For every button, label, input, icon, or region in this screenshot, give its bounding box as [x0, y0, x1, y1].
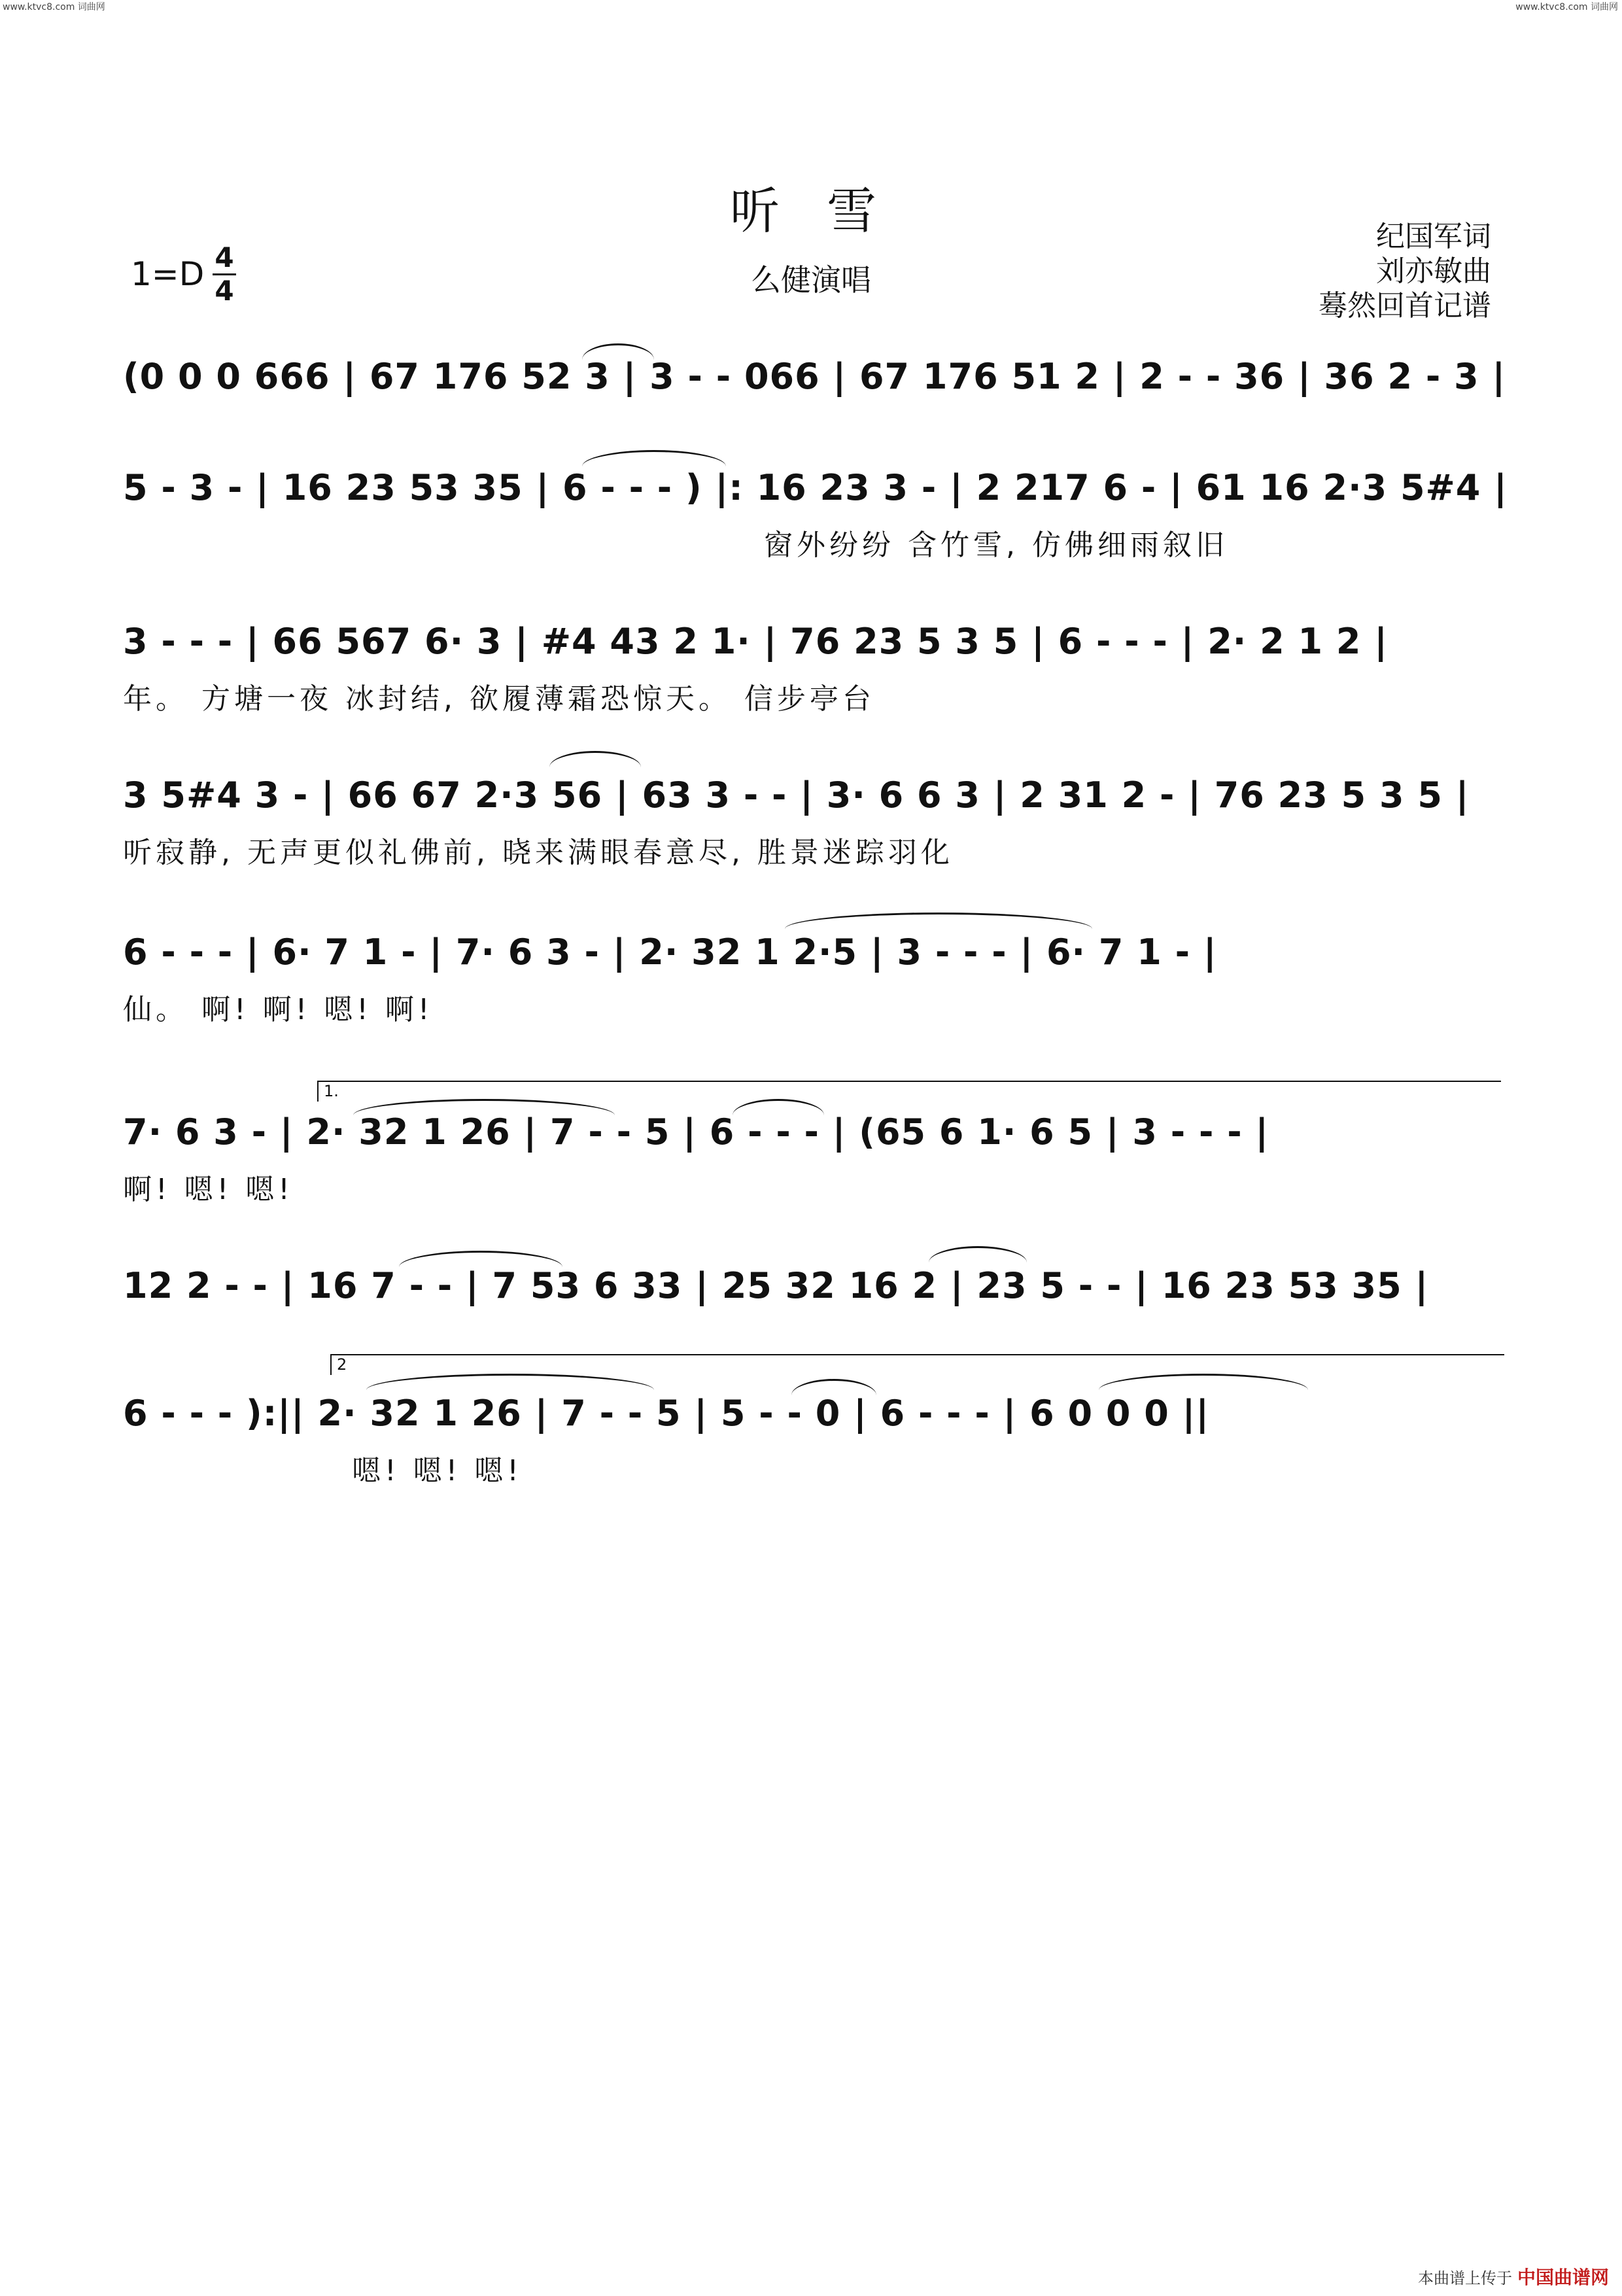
slur [549, 751, 641, 767]
score-system-5 [123, 926, 1499, 1026]
score-system-2 [123, 461, 1508, 562]
slur [366, 1374, 654, 1390]
notation-line [123, 1259, 1499, 1312]
singer-credit: 么健演唱 [751, 262, 871, 298]
notation-line [123, 615, 1499, 667]
slur [582, 450, 726, 466]
notation-text: 5 - 3 - | 16 23 53 35 | 6 - - - ) |: 16 23 3 - | 2 217 6 - | 61 16 2·3 5#4 | [123, 466, 1508, 508]
notation-line [123, 926, 1499, 978]
header-watermark-left: www.ktvc8.com 词曲网 [3, 2, 105, 12]
slur [582, 343, 654, 360]
footer-text: 本曲谱上传于 [1417, 2269, 1512, 2287]
slur [1099, 1374, 1308, 1390]
notation-line [123, 350, 1506, 402]
header-watermark-right: www.ktvc8.com 词曲网 [1515, 2, 1618, 12]
lyrics-line: 啊! 嗯! 嗯! [123, 1173, 294, 1206]
lyrics-line: 年。 方塘一夜 冰封结, 欲履薄霜恐惊天。 信步亭台 [123, 682, 875, 716]
first-ending-bracket: 1. [317, 1081, 1501, 1102]
notation-text: 6 - - - | 6· 7 1 - | 7· 6 3 - | 2· 32 1 2·5 | 3 - - - | 6· 7 1 - | [123, 931, 1217, 973]
score-system-3 [123, 615, 1499, 716]
slur [399, 1251, 562, 1267]
notation-line [123, 769, 1499, 821]
lyrics-line: 窗外纷纷 含竹雪, 仿佛细雨叙旧 [764, 529, 1228, 562]
transcriber-credit: 蓦然回首记谱 [1319, 289, 1491, 322]
score-system-1 [123, 350, 1506, 451]
notation-line [123, 461, 1508, 513]
time-signature-bottom: 4 [213, 273, 236, 307]
second-ending-bracket: 2 [330, 1354, 1504, 1375]
lyrics-line [123, 410, 1499, 451]
notation-text: 7· 6 3 - | 2· 32 1 26 | 7 - - 5 | 6 - - - | (65 6 1· 6 5 | 3 - - - | [123, 1111, 1269, 1153]
footer-site-logo[interactable]: 中国曲谱网 [1517, 2267, 1609, 2288]
notation-text: 6 - - - ):|| 2· 32 1 26 | 7 - - 5 | 5 - - 0 | 6 - - - | 6 0 0 0 || [123, 1392, 1210, 1434]
key-signature: 1=D [131, 255, 205, 293]
score-system-8 [123, 1387, 1499, 1487]
lyricist-credit: 纪国军词 [1376, 220, 1491, 253]
slur [785, 913, 1092, 929]
lyrics-line: 仙。 啊! 啊! 嗯! 啊! [123, 993, 434, 1026]
slur [791, 1379, 876, 1395]
score-system-7 [123, 1259, 1499, 1360]
notation-text: (0 0 0 666 | 67 176 52 3 | 3 - - 066 | 67 176 51 2 | 2 - - 36 | 36 2 - 3 | [123, 355, 1506, 397]
lyrics-line: 嗯! 嗯! 嗯! [352, 1454, 523, 1487]
slur [929, 1246, 1027, 1262]
notation-text: 3 5#4 3 - | 66 67 2·3 56 | 63 3 - - | 3· 6 6 3 | 2 31 2 - | 76 23 5 3 5 | [123, 774, 1470, 816]
score-system-6 [123, 1105, 1499, 1206]
time-signature [213, 242, 236, 307]
song-title: 听 雪 [729, 182, 893, 240]
notation-text: 12 2 - - | 16 7 - - | 7 53 6 33 | 25 32 16 2 | 23 5 - - | 16 23 53 35 | [123, 1264, 1429, 1306]
lyrics-line: 听寂静, 无声更似礼佛前, 晓来满眼春意尽, 胜景迷踪羽化 [123, 836, 954, 869]
composer-credit: 刘亦敏曲 [1376, 254, 1491, 288]
notation-text: 3 - - - | 66 567 6· 3 | #4 43 2 1· | 76 23 5 3 5 | 6 - - - | 2· 2 1 2 | [123, 620, 1388, 662]
footer [1418, 2263, 1609, 2289]
time-signature-top: 4 [215, 241, 234, 273]
score-system-4 [123, 769, 1499, 869]
